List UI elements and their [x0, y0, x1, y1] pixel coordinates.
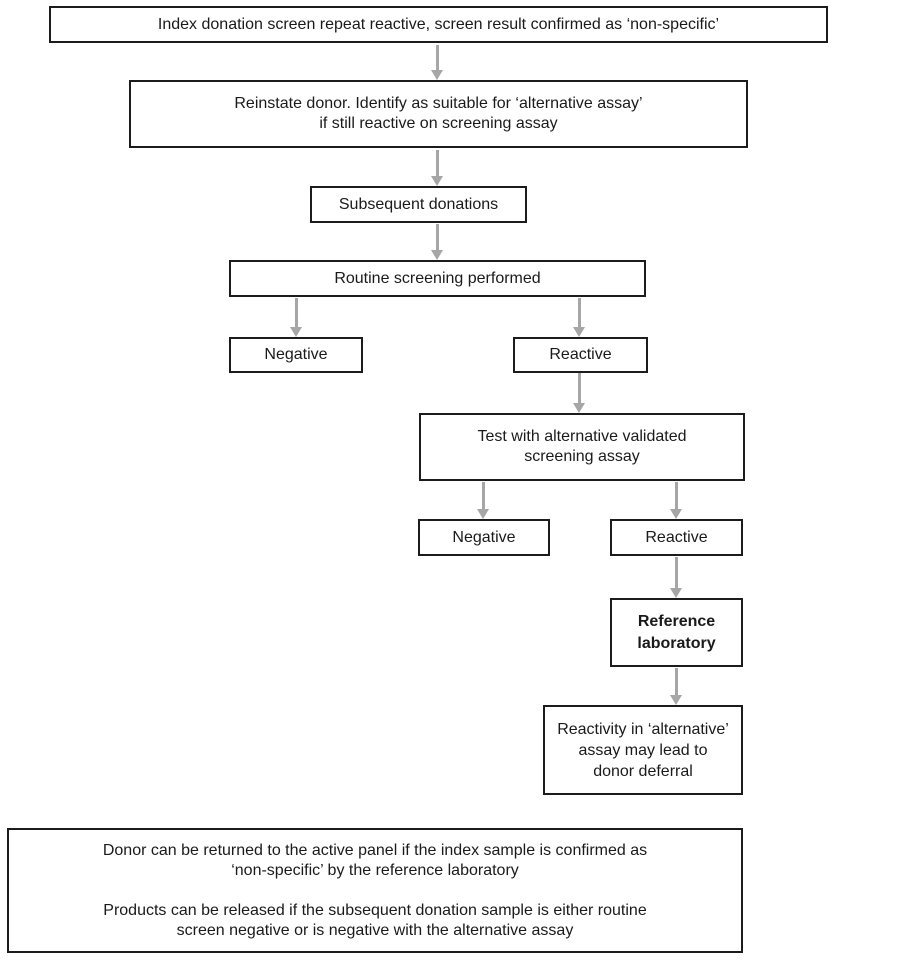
node-reinstate-donor-line2: if still reactive on screening assay [319, 115, 558, 132]
note-paragraph-2-line2: screen negative or is negative with the alternative assay [176, 921, 574, 939]
arrow-stem [675, 482, 678, 510]
node-negative-routine-label: Negative [264, 346, 328, 363]
flow-arrow-down-icon [431, 150, 444, 186]
node-donor-deferral-line1: Reactivity in ‘alternative’ [557, 720, 729, 738]
note-paragraph-1 [103, 841, 647, 881]
node-donor-deferral-line2: assay may lead to [578, 741, 708, 759]
arrow-head-icon [431, 70, 443, 80]
arrow-head-icon [290, 327, 302, 337]
flow-arrow-down-icon [573, 298, 586, 337]
arrow-stem [675, 557, 678, 589]
node-negative-alternative-label: Negative [452, 528, 516, 546]
arrow-stem [436, 45, 439, 71]
flow-arrow-down-icon [431, 224, 444, 260]
node-reactive-routine [513, 337, 648, 373]
node-reference-laboratory-line2: laboratory [637, 634, 716, 652]
arrow-head-icon [670, 695, 682, 705]
node-alternative-test-line2: screening assay [524, 448, 640, 465]
node-negative-routine [229, 337, 363, 373]
node-subsequent-donations-label: Subsequent donations [338, 195, 499, 213]
node-index-donation-label: Index donation screen repeat reactive, screen result confirmed as ‘non-specific’ [157, 15, 720, 33]
node-reactive-alternative-label: Reactive [645, 528, 708, 546]
arrow-head-icon [670, 588, 682, 598]
node-reference-laboratory-line1: Reference [637, 612, 716, 630]
node-reactive-routine-label: Reactive [549, 346, 612, 363]
arrow-stem [436, 224, 439, 251]
flow-arrow-down-icon [431, 45, 444, 80]
node-reinstate-donor-line1: Reinstate donor. Identify as suitable for ‘alternative assay’ [234, 95, 643, 112]
arrow-head-icon [431, 250, 443, 260]
flow-arrow-down-icon [290, 298, 303, 337]
arrow-stem [295, 298, 298, 328]
node-routine-screening [229, 260, 646, 297]
node-subsequent-donations [310, 186, 527, 223]
node-reinstate-donor [129, 80, 748, 148]
node-donor-deferral-line3: donor deferral [593, 762, 693, 780]
node-donor-deferral [543, 705, 743, 795]
node-alternative-test-line1: Test with alternative validated [477, 428, 687, 445]
note-paragraph-2-line1: Products can be released if the subsequent donation sample is either routine [103, 901, 647, 919]
arrow-head-icon [573, 403, 585, 413]
node-index-donation [49, 6, 828, 43]
note-paragraph-1-line2: ‘non-specific’ by the reference laboratory [231, 861, 519, 879]
arrow-head-icon [670, 509, 682, 519]
flow-arrow-down-icon [670, 557, 683, 598]
arrow-stem [436, 150, 439, 177]
node-negative-alternative [418, 519, 550, 556]
arrow-stem [482, 482, 485, 510]
node-reference-laboratory [610, 598, 743, 667]
note-paragraph-2 [103, 901, 646, 941]
arrow-head-icon [573, 327, 585, 337]
node-alternative-test [419, 413, 745, 481]
arrow-head-icon [477, 509, 489, 519]
node-reactive-alternative [610, 519, 743, 556]
flow-arrow-down-icon [670, 482, 683, 519]
flow-arrow-down-icon [477, 482, 490, 519]
node-routine-screening-label: Routine screening performed [334, 269, 541, 287]
arrow-head-icon [431, 176, 443, 186]
arrow-stem [578, 373, 581, 404]
arrow-stem [578, 298, 581, 328]
flow-arrow-down-icon [573, 373, 586, 413]
arrow-stem [675, 668, 678, 696]
note-box [7, 828, 743, 953]
note-paragraph-1-line1: Donor can be returned to the active panel if the index sample is confirmed as [102, 841, 648, 859]
flow-arrow-down-icon [670, 668, 683, 705]
